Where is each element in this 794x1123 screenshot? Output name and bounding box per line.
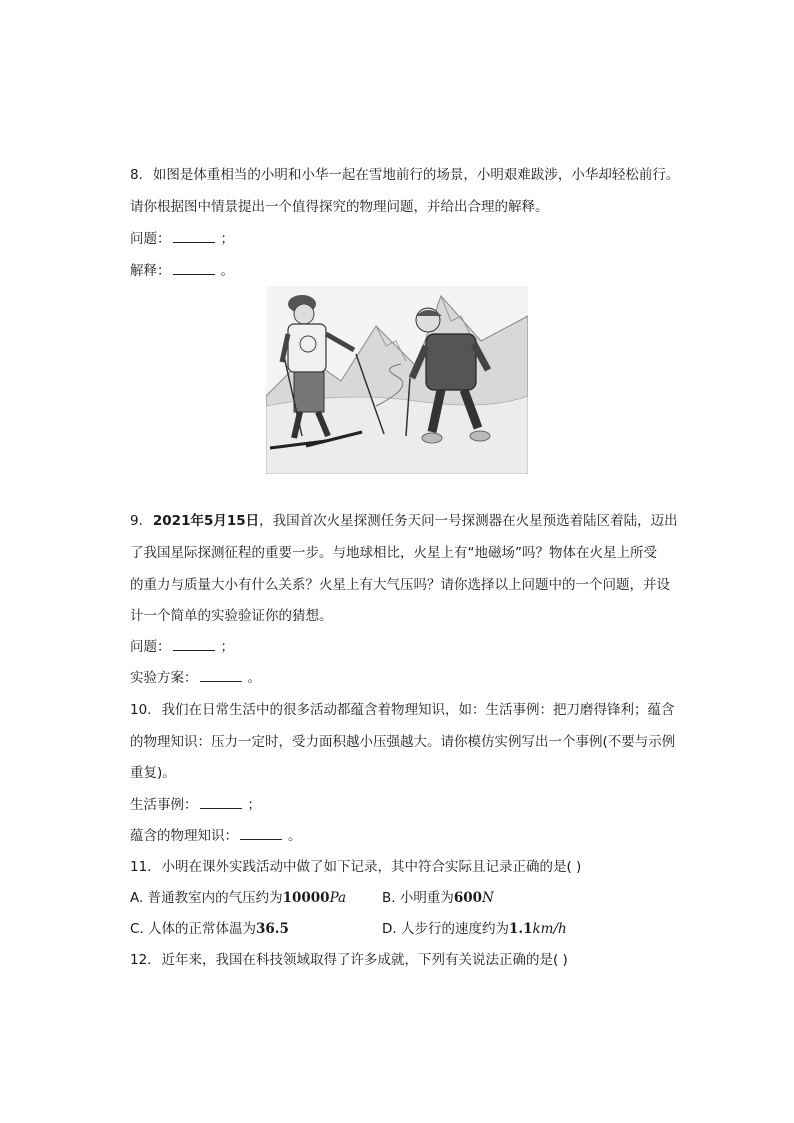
q8-number: 8. <box>130 167 143 183</box>
q11-stem-row <box>130 858 581 876</box>
q11-option-a[interactable] <box>130 889 346 907</box>
q8-question-blank[interactable] <box>173 230 215 243</box>
q11-option-d-text: D. 人步行的速度约为 <box>382 921 509 937</box>
q9-text-line1: ，我国首次火星探测任务天问一号探测器在火星预选着陆区着陆，迈出 <box>259 513 678 529</box>
q10-line1 <box>130 701 674 719</box>
q9-line1 <box>130 512 678 530</box>
q8-question-label: 问题： <box>130 231 171 247</box>
q9-question-blank[interactable] <box>173 638 215 651</box>
q9-plan-blank[interactable] <box>200 669 242 682</box>
q9-question-row <box>130 638 234 656</box>
q11-option-c-value: 36.5 <box>256 921 289 937</box>
q9-line3: 的重力与质量大小有什么关系？火星上有大气压吗？请你选择以上问题中的一个问题，并设 <box>130 577 670 593</box>
q11-option-d-value: 1.1 <box>508 921 533 937</box>
q8-explain-end: 。 <box>220 263 234 279</box>
q11-option-c-text: C. 人体的正常体温为 <box>130 921 257 937</box>
q11-option-b[interactable] <box>382 889 494 907</box>
q10-knowledge-end: 。 <box>288 828 302 844</box>
q8-explain-row <box>130 262 234 280</box>
q11-option-b-value: 600 <box>453 890 483 906</box>
q8-question-row <box>130 230 234 248</box>
q11-option-b-text: B. 小明重为 <box>382 890 454 906</box>
q10-number: 10. <box>130 702 152 718</box>
q11-option-a-value: 10000 <box>282 890 330 906</box>
q10-text-line1: 我们在日常生活中的很多活动都蕴含着物理知识，如：生活事例：把刀磨得锋利；蕴含 <box>161 702 675 718</box>
q8-text-line1: 如图是体重相当的小明和小华一起在雪地前行的场景，小明艰难跋涉，小华却轻松前行。 <box>152 167 680 183</box>
q9-plan-end: 。 <box>247 670 261 686</box>
q11-option-d-unit: km/h <box>532 921 567 937</box>
q10-life-end: ； <box>247 797 261 813</box>
q9-date: 2021年5月15日 <box>152 513 260 529</box>
q9-question-label: 问题： <box>130 639 171 655</box>
q8-explain-label: 解释： <box>130 263 171 279</box>
q12-stem: 近年来，我国在科技领域取得了许多成就，下列有关说法正确的是( ) <box>161 952 568 968</box>
q9-question-end: ； <box>220 639 234 655</box>
q11-number: 11. <box>130 859 152 875</box>
q10-life-row <box>130 796 261 814</box>
q9-line4: 计一个简单的实验验证你的猜想。 <box>130 608 333 624</box>
q11-stem: 小明在课外实践活动中做了如下记录，其中符合实际且记录正确的是( ) <box>161 859 582 875</box>
q10-life-blank[interactable] <box>200 796 242 809</box>
q10-line3: 重复)。 <box>130 765 176 781</box>
q11-option-a-unit: Pa <box>329 890 347 906</box>
q11-option-c[interactable] <box>130 920 289 938</box>
q8-line2: 请你根据图中情景提出一个值得探究的物理问题，并给出合理的解释。 <box>130 199 549 215</box>
q9-number: 9. <box>130 513 143 529</box>
q9-line2: 了我国星际探测征程的重要一步。与地球相比，火星上有“地磁场”吗？物体在火星上所受 <box>130 545 657 561</box>
q10-knowledge-label: 蕴含的物理知识： <box>130 828 238 844</box>
q8-question-end: ； <box>220 231 234 247</box>
q12-stem-row <box>130 951 568 969</box>
q10-knowledge-row <box>130 827 302 845</box>
q12-number: 12. <box>130 952 152 968</box>
q10-life-label: 生活事例： <box>130 797 198 813</box>
q9-plan-row <box>130 669 261 687</box>
q11-option-a-text: A. 普通教室内的气压约为 <box>130 890 283 906</box>
q10-knowledge-blank[interactable] <box>240 827 282 840</box>
q8-explain-blank[interactable] <box>173 262 215 275</box>
q10-line2: 的物理知识：压力一定时，受力面积越小压强越大。请你模仿实例写出一个事例(不要与示例 <box>130 734 676 750</box>
q11-option-d[interactable] <box>382 920 567 938</box>
q11-option-b-unit: N <box>482 890 494 906</box>
q9-plan-label: 实验方案： <box>130 670 198 686</box>
q8-line1 <box>130 166 679 184</box>
snow-walking-illustration <box>266 286 528 474</box>
